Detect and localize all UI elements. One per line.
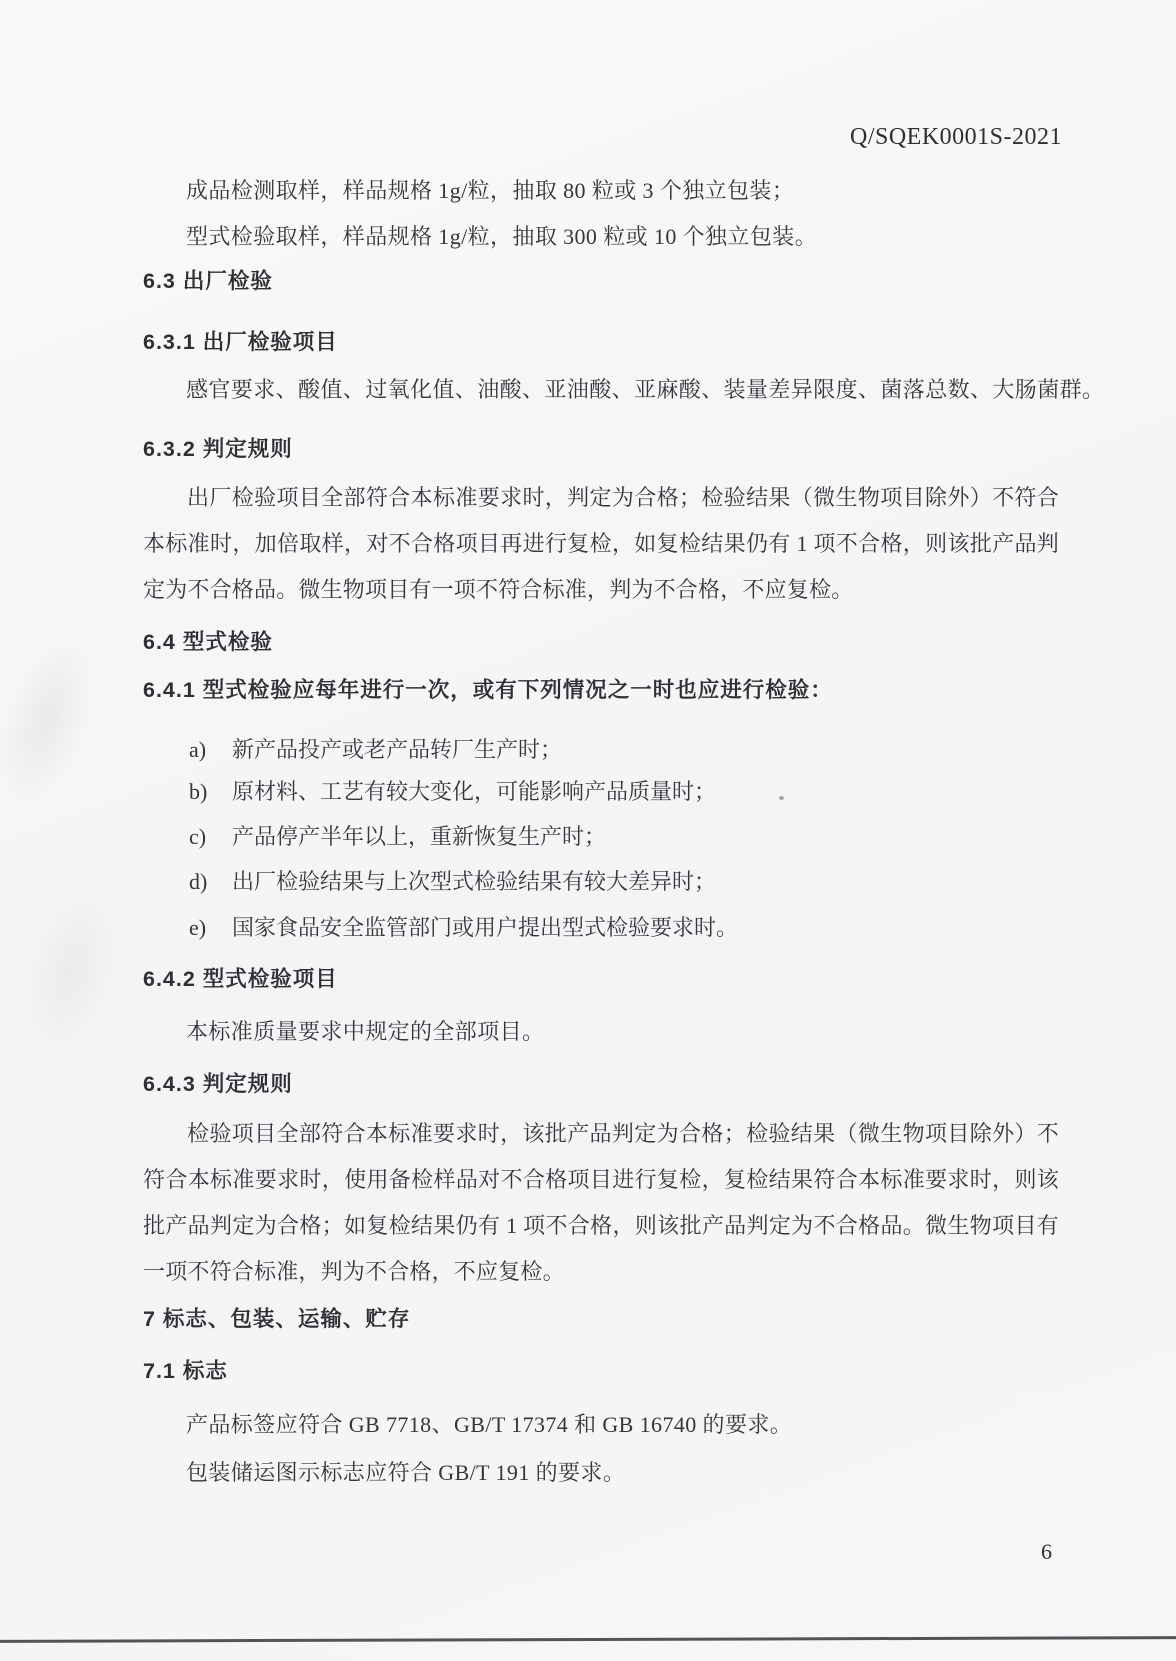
page-bottom-rule [0,1636,1176,1643]
list-letter-b: b) [189,779,208,804]
list-item-b [189,780,716,804]
scan-speck [779,796,784,800]
list-letter-c: c) [189,824,207,849]
list-item-c [189,825,606,849]
list-item-d [189,870,716,894]
heading-6-4: 6.4 型式检验 [143,630,273,654]
list-item-a [189,738,562,762]
heading-7-1: 7.1 标志 [143,1359,228,1383]
heading-6-3: 6.3 出厂检验 [143,269,273,293]
para-label-requirement: 产品标签应符合 GB 7718、GB/T 17374 和 GB 16740 的要求。 [186,1412,793,1437]
heading-6-4-1: 6.4.1 型式检验应每年进行一次，或有下列情况之一时也应进行检验： [143,678,833,702]
list-text-d: 出厂检验结果与上次型式检验结果有较大差异时； [232,869,717,894]
list-letter-a: a) [189,737,207,762]
doc-code-header: Q/SQEK0001S-2021 [849,124,1062,150]
para-factory-test-items: 感官要求、酸值、过氧化值、油酸、亚油酸、亚麻酸、装量差异限度、菌落总数、大肠菌群。 [186,377,1105,402]
para-type-test-items: 本标准质量要求中规定的全部项目。 [186,1019,545,1044]
para-type-judgement: 检验项目全部符合本标准要求时，该批产品判定为合格；检验结果（微生物项目除外）不符合本标准要求时，使用备检样品对不合格项目进行复检，复检结果符合本标准要求时，则该批产品判定为合格；如复检结果仍有 1 项不合格，则该批产品判定为不合格品。微生物项目有一项不符合标准，判为不合格，不应复检。 [143,1121,1059,1284]
para-factory-judgement: 出厂检验项目全部符合本标准要求时，判定为合格；检验结果（微生物项目除外）不符合本标准时，加倍取样，对不合格项目再进行复检，如复检结果仍有 1 项不合格，则该批产品判定为不合格品。微生物项目有一项不符合标准，判为不合格，不应复检。 [143,485,1059,602]
page-number: 6 [1041,1539,1052,1564]
para-sampling-finished: 成品检测取样，样品规格 1g/粒，抽取 80 粒或 3 个独立包装； [186,178,795,203]
list-item-e [189,916,738,940]
scan-smudge [7,877,135,1064]
list-text-e: 国家食品安全监管部门或用户提出型式检验要求时。 [232,915,739,940]
heading-6-4-3: 6.4.3 判定规则 [143,1072,293,1096]
para-packaging-mark: 包装储运图示标志应符合 GB/T 191 的要求。 [186,1460,626,1485]
list-text-a: 新产品投产或老产品转厂生产时； [232,737,563,762]
list-text-b: 原材料、工艺有较大变化，可能影响产品质量时； [232,779,717,804]
heading-6-4-2: 6.4.2 型式检验项目 [143,967,338,991]
list-text-c: 产品停产半年以上，重新恢复生产时； [232,824,607,849]
scan-smudge [0,627,110,813]
list-letter-e: e) [189,915,207,940]
para-sampling-type: 型式检验取样，样品规格 1g/粒，抽取 300 粒或 10 个独立包装。 [186,224,818,249]
heading-7: 7 标志、包装、运输、贮存 [143,1307,411,1331]
list-letter-d: d) [189,869,208,894]
heading-6-3-2: 6.3.2 判定规则 [143,437,293,461]
heading-6-3-1: 6.3.1 出厂检验项目 [143,330,338,354]
